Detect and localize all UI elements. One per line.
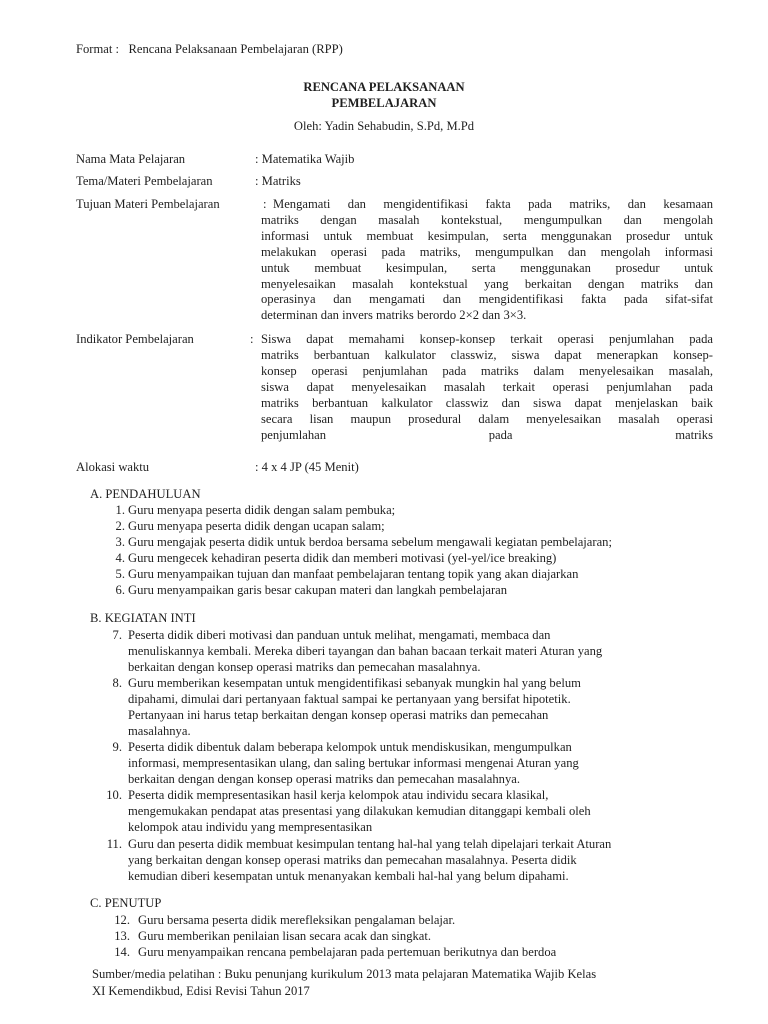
list-item-number: 6. <box>115 583 125 597</box>
list-item-line: kemudian diberi kesempatan untuk menanyakan kembali hal-hal yang belum dipahami. <box>128 869 569 883</box>
list-item-number: 1. <box>115 503 125 517</box>
list-item-number: 9. <box>112 740 122 754</box>
list-item-line: menuliskannya kembali. Mereka diberi tayangan dan bahan bacaan terkait materi Aturan yang <box>128 644 603 658</box>
topic-label: Tema/Materi Pembelajaran <box>76 174 213 188</box>
indicator-colon: : <box>250 332 254 346</box>
list-item-number: 3. <box>115 535 125 549</box>
list-item-line: Peserta didik dibentuk dalam beberapa kelompok untuk mendiskusikan, mengumpulkan <box>128 740 572 754</box>
subject-value: : Matematika Wajib <box>255 152 355 166</box>
list-item: Guru menyampaikan rencana pembelajaran pada pertemuan berikutnya dan berdoa <box>138 945 557 959</box>
indicator-line: secara lisan maupun prosedural dalam menyelesaikan masalah operasi <box>261 412 713 426</box>
objective-line: determinan dan invers matriks berordo 2×2 dan 3×3. <box>261 308 527 322</box>
objective-line: melakukan operasi pada matriks, mengumpulkan dan mengolah informasi <box>261 245 713 259</box>
format-line <box>76 42 343 58</box>
document-title-line1: RENCANA PELAKSANAAN <box>303 80 465 94</box>
objective-line: menyelesaikan masalah kontekstual yang berkaitan dengan matriks dan <box>261 277 713 291</box>
objective-line: informasi untuk membuat kesimpulan, serta menggunakan prosedur untuk <box>261 229 713 243</box>
list-item-line: Pertanyaan ini harus tetap berkaitan dengan konsep operasi matriks dan pemecahan <box>128 708 549 722</box>
list-item-line: yang berkaitan dengan konsep operasi matriks dan pemecahan masalahnya. Peserta didik <box>128 853 577 867</box>
document-title-line2: PEMBELAJARAN <box>331 96 437 110</box>
objective-line: operasinya dan mengamati dan mengidentifikasi fakta pada sifat-sifat <box>261 292 713 306</box>
objective-colon: : <box>263 197 267 211</box>
objective-line: matriks dengan masalah kontekstual, mengumpulkan dan mengolah <box>261 213 713 227</box>
list-item-line: Guru memberikan kesempatan untuk mengidentifikasi sebanyak mungkin hal yang belum <box>128 676 581 690</box>
list-item-line: Guru dan peserta didik membuat kesimpulan tentang hal-hal yang telah dipelajari terkait Aturan <box>128 837 612 851</box>
list-item: Guru mengecek kehadiran peserta didik dan memberi motivasi (yel-yel/ice breaking) <box>128 551 557 565</box>
list-item-number: 4. <box>115 551 125 565</box>
indicator-label: Indikator Pembelajaran <box>76 332 194 346</box>
indicator-line: Siswa dapat memahami konsep-konsep terkait operasi penjumlahan pada <box>261 332 713 346</box>
list-item-line: dipahami, dimulai dari pertanyaan faktual sampai ke pertanyaan yang bersifat hipotetik. <box>128 692 571 706</box>
list-item-number: 12. <box>114 913 130 927</box>
list-item-line: masalahnya. <box>128 724 191 738</box>
list-item-number: 2. <box>115 519 125 533</box>
subject-label: Nama Mata Pelajaran <box>76 152 186 166</box>
indicator-line: matriks berbantuan kalkulator classwiz dan siswa dapat menjelaskan baik <box>261 396 713 410</box>
list-item-line: Peserta didik mempresentasikan hasil kerja kelompok atau individu secara klasikal, <box>128 788 549 802</box>
list-item-line: mengemukakan pendapat atas presentasi yang dilakukan kemudian ditanggapi kembali oleh <box>128 804 591 818</box>
list-item-number: 10. <box>106 788 122 802</box>
list-item-line: informasi, mempresentasikan ulang, dan saling bertukar informasi mengenai Aturan yang <box>128 756 579 770</box>
objective-label: Tujuan Materi Pembelajaran <box>76 197 220 211</box>
list-item: Guru menyampaikan tujuan dan manfaat pembelajaran tentang topik yang akan diajarkan <box>128 567 579 581</box>
list-item: Guru mengajak peserta didik untuk berdoa bersama sebelum mengawali kegiatan pembelajaran; <box>128 535 612 549</box>
list-item-line: Peserta didik diberi motivasi dan panduan untuk melihat, mengamati, membaca dan <box>128 628 551 642</box>
list-item-number: 14. <box>114 945 130 959</box>
section-b-title: B. KEGIATAN INTI <box>90 611 196 625</box>
list-item-number: 11. <box>106 837 122 851</box>
time-value: : 4 x 4 JP (45 Menit) <box>255 460 359 474</box>
list-item-line: kelompok atau individu yang mempresentasikan <box>128 820 373 834</box>
format-value: Rencana Pelaksanaan Pembelajaran (RPP) <box>128 42 343 56</box>
list-item: Guru menyampaikan garis besar cakupan materi dan langkah pembelajaran <box>128 583 508 597</box>
list-item: Guru memberikan penilaian lisan secara acak dan singkat. <box>138 929 432 943</box>
objective-line: untuk membuat kesimpulan, serta menggunakan prosedur untuk <box>261 261 713 275</box>
indicator-line: konsep operasi penjumlahan pada matriks dalam menyelesaikan masalah, <box>261 364 713 378</box>
author-line: Oleh: Yadin Sehabudin, S.Pd, M.Pd <box>293 119 475 133</box>
list-item-number: 13. <box>114 929 130 943</box>
topic-value: : Matriks <box>255 174 301 188</box>
list-item-number: 7. <box>112 628 122 642</box>
list-item-line: berkaitan dengan konsep operasi matriks dan pemecahan masalahnya. <box>128 660 481 674</box>
indicator-line: siswa dapat menyelesaikan masalah terkait operasi penjumlahan pada <box>261 380 713 394</box>
objective-line: Mengamati dan mengidentifikasi fakta pada matriks, dan kesamaan <box>273 197 713 211</box>
list-item: Guru menyapa peserta didik dengan salam pembuka; <box>128 503 396 517</box>
list-item-number: 5. <box>115 567 125 581</box>
section-a-title: A. PENDAHULUAN <box>90 487 201 501</box>
list-item: Guru menyapa peserta didik dengan ucapan salam; <box>128 519 385 533</box>
list-item-number: 8. <box>112 676 122 690</box>
list-item: Guru bersama peserta didik merefleksikan pengalaman belajar. <box>138 913 456 927</box>
indicator-line: matriks berbantuan kalkulator classwiz, siswa dapat menerapkan konsep- <box>261 348 713 362</box>
format-label: Format : <box>76 42 120 56</box>
source-line1: Sumber/media pelatihan : Buku penunjang kurikulum 2013 mata pelajaran Matematika Wajib Kelas <box>92 967 597 981</box>
time-label: Alokasi waktu <box>76 460 150 474</box>
section-c-title: C. PENUTUP <box>90 896 162 910</box>
indicator-line: penjumlahan pada matriks <box>261 428 713 442</box>
list-item-line: berkaitan dengan dengan konsep operasi matriks dan pemecahan masalahnya. <box>128 772 521 786</box>
source-line2: XI Kemendikbud, Edisi Revisi Tahun 2017 <box>92 984 310 998</box>
